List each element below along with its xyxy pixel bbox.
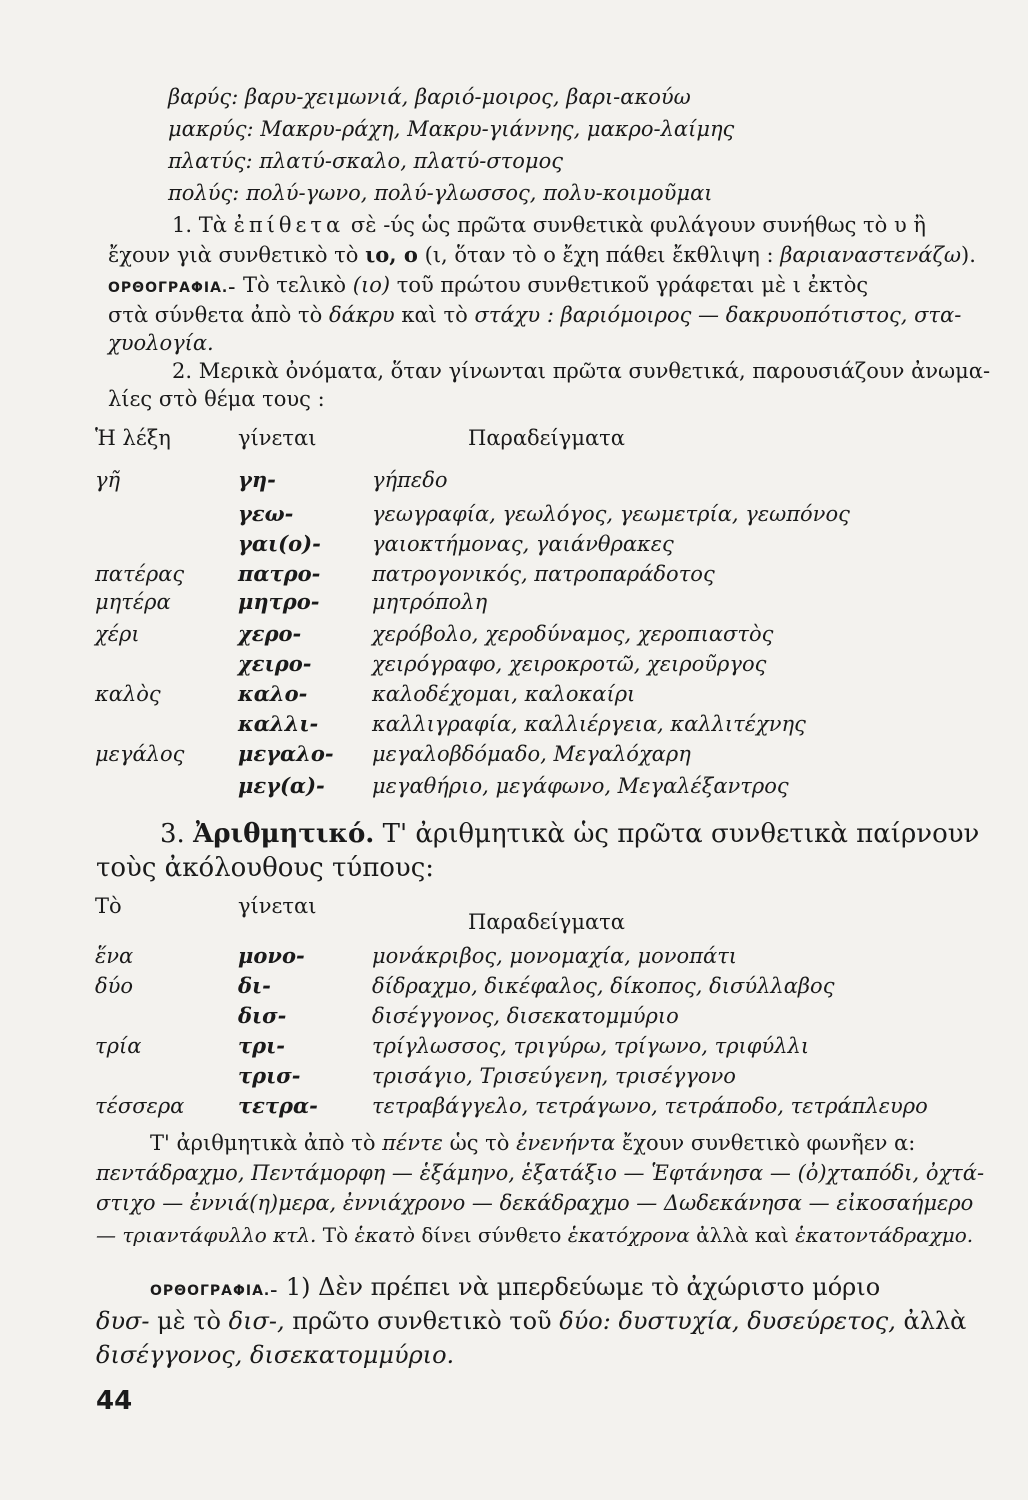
orthography-label: ΟΡΘΟΓΡΑΦΙΑ.–: [150, 1283, 279, 1299]
table-row: πατέρας πατρο- πατρογονικός, πατροπαράδοτος: [95, 561, 715, 586]
table-row: γῆ γη- γήπεδο: [95, 467, 448, 492]
table-2-header-right: Παραδείγματα: [468, 910, 625, 934]
paragraph-1-line-2: ἔχουν γιὰ συνθετικὸ τὸ ιο, ο (ι, ὅταν τὸ ο ἔχη πάθει ἔκθλιψη : βαριαναστενάζω).: [108, 242, 976, 267]
table-row: καλὸς καλο- καλοδέχομαι, καλοκαίρι: [95, 681, 636, 706]
example-line: μακρύς: Μακρυ-ράχη, Μακρυ-γιάννης, μακρο-λαίμης: [168, 117, 735, 141]
table-1-header: Ἡ λέξη γίνεται Παραδείγματα: [95, 426, 625, 450]
paragraph-5-line-3: δισέγγονος, δισεκατομμύριο.: [96, 1341, 455, 1369]
table-row: ἕνα μονο- μονάκριβος, μονομαχία, μονοπάτι: [95, 943, 738, 968]
page-number: 44: [96, 1386, 133, 1416]
spaced-word: ἐπίθετα: [233, 213, 345, 237]
paragraph-4-line-2: πεντάδραχμο, Πεντάμορφη — ἑξάμηνο, ἑξατάξιο — Ἑφτάνησα — (ὀ)χταπόδι, ὀχτά-: [96, 1161, 985, 1185]
paragraph-4-line-3: στιχο — ἐννιά(η)μερα, ἐννιάχρονο — δεκάδραχμο — Δωδεκάνησα — εἰκοσαήμερο: [96, 1191, 974, 1215]
table-row: μεγ(α)- μεγαθήριο, μεγάφωνο, Μεγαλέξαντρος: [238, 773, 789, 798]
table-row: χειρο- χειρόγραφο, χειροκροτῶ, χειροῦργος: [238, 651, 767, 676]
section-3-heading: 3. Ἀριθμητικό. Τ' ἀριθμητικὰ ὡς πρῶτα συνθετικὰ παίρνουν: [160, 819, 980, 849]
paragraph-4-line-4: — τριαντάφυλλο κτλ. Τὸ ἑκατὸ δίνει σύνθετο ἑκατόχρονα ἀλλὰ καὶ ἑκατοντάδραχμο.: [96, 1223, 974, 1247]
paragraph-1-line-5: χυολογία.: [108, 331, 214, 355]
example-line: πολύς: πολύ-γωνο, πολύ-γλωσσος, πολυ-κοιμοῦμαι: [168, 181, 713, 205]
table-row: γαι(ο)- γαιοκτήμονας, γαιάνθρακες: [238, 531, 674, 556]
table-row: τέσσερα τετρα- τετραβάγγελο, τετράγωνο, τετράποδο, τετράπλευρο: [95, 1093, 928, 1118]
paragraph-1-line-1: 1. Τὰ ἐπίθετα σὲ -ύς ὡς πρῶτα συνθετικὰ φυλάγουν συνήθως τὸ υ ἢ: [172, 213, 927, 237]
paragraph-1-line-3: ΟΡΘΟΓΡΑΦΙΑ.– Τὸ τελικὸ (ιο) τοῦ πρώτου συνθετικοῦ γράφεται μὲ ι ἐκτὸς: [108, 273, 869, 297]
paragraph-1-line-4: στὰ σύνθετα ἀπὸ τὸ δάκρυ καὶ τὸ στάχυ : βαριόμοιρος — δακρυοπότιστος, στα-: [108, 303, 962, 327]
section-title: Ἀριθμητικό.: [193, 819, 375, 849]
table-row: μεγάλος μεγαλο- μεγαλοβδόμαδο, Μεγαλόχαρη: [95, 741, 691, 766]
table-row: τρισ- τρισάγιο, Τρισεύγενη, τρισέγγονο: [238, 1063, 736, 1088]
table-row: δισ- δισέγγονος, δισεκατομμύριο: [238, 1003, 679, 1028]
example-line: πλατύς: πλατύ-σκαλο, πλατύ-στομος: [168, 149, 563, 173]
section-3-line-2: τοὺς ἀκόλουθους τύπους:: [96, 853, 435, 883]
table-2-header: Τὸ γίνεται: [95, 894, 317, 918]
paragraph-2-line-2: λίες στὸ θέμα τους :: [108, 387, 325, 411]
paragraph-5-line-1: ΟΡΘΟΓΡΑΦΙΑ.– 1) Δὲν πρέπει νὰ μπερδεύωμε τὸ ἀχώριστο μόριο: [150, 1273, 881, 1301]
example-line: βαρύς: βαρυ-χειμωνιά, βαριό-μοιρος, βαρι-ακούω: [168, 85, 691, 109]
paragraph-2-line-1: 2. Μερικὰ ὀνόματα, ὅταν γίνωνται πρῶτα συνθετικά, παρουσιάζουν ἀνωμα-: [172, 359, 991, 383]
orthography-label: ΟΡΘΟΓΡΑΦΙΑ.–: [108, 280, 237, 296]
paragraph-5-line-2: δυσ- μὲ τὸ δισ-, πρῶτο συνθετικὸ τοῦ δύο: δυστυχία, δυσεύρετος, ἀλλὰ: [96, 1307, 967, 1335]
paragraph-4-line-1: Τ' ἀριθμητικὰ ἀπὸ τὸ πέντε ὡς τὸ ἐνενήντα ἔχουν συνθετικὸ φωνῆεν α:: [150, 1131, 916, 1155]
table-row: χέρι χερο- χερόβολο, χεροδύναμος, χεροπιαστὸς: [95, 621, 774, 646]
table-row: γεω- γεωγραφία, γεωλόγος, γεωμετρία, γεωπόνος: [238, 501, 850, 526]
table-row: μητέρα μητρο- μητρόπολη: [95, 589, 488, 614]
table-row: δύο δι- δίδραχμο, δικέφαλος, δίκοπος, δισύλλαβος: [95, 973, 835, 998]
table-row: καλλι- καλλιγραφία, καλλιέργεια, καλλιτέχνης: [238, 711, 806, 736]
table-row: τρία τρι- τρίγλωσσος, τριγύρω, τρίγωνο, τριφύλλι: [95, 1033, 810, 1058]
